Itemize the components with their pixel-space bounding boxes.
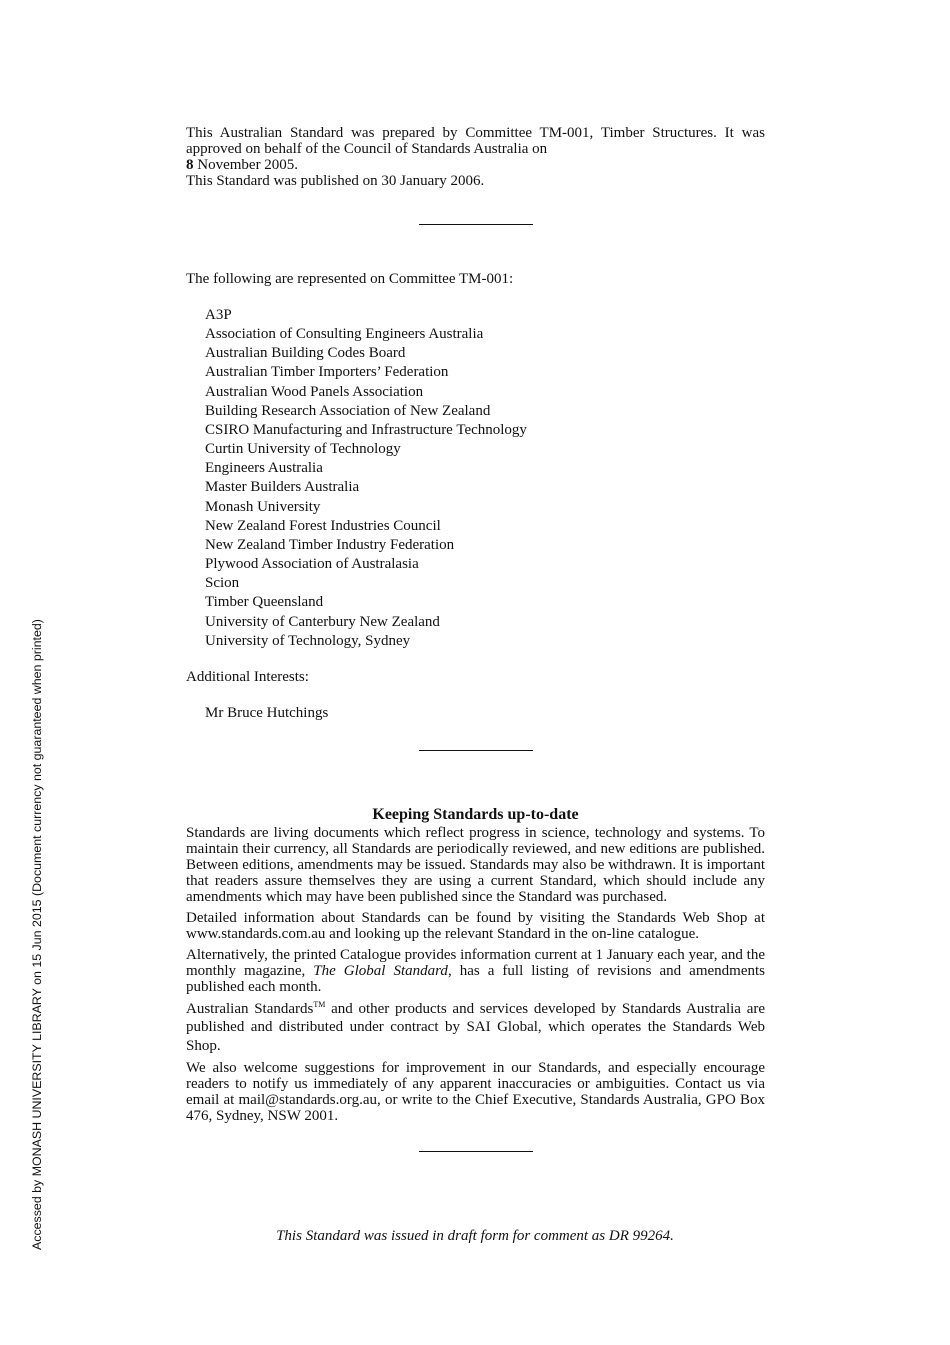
committee-intro: The following are represented on Committee TM-001: xyxy=(186,271,514,287)
list-item: Australian Wood Panels Association xyxy=(205,383,424,400)
additional-interests-list xyxy=(186,704,765,723)
list-item: Timber Queensland xyxy=(205,594,324,611)
additional-interests-label: Additional Interests: xyxy=(186,668,309,685)
list-item: Building Research Association of New Zealand xyxy=(205,402,491,419)
list-item: University of Technology, Sydney xyxy=(205,632,411,649)
committee-organization-list xyxy=(186,306,765,651)
keeping-paragraph-5: We also welcome suggestions for improvement in our Standards, and especially encourage readers to notify us immediately of any apparent inaccuracies or ambiguities. Contact us via email at mail@standards.org.au, or write to the Chief Executive, Standards Australia, GPO Box 476, Sydney, NSW 2001. xyxy=(186,1060,765,1125)
keeping-paragraph-2: Detailed information about Standards can be found by visiting the Standards Web Shop at www.standards.com.au and looking up the relevant Standard in the on-line catalogue. xyxy=(186,909,765,942)
approval-day: 8 xyxy=(186,157,194,173)
keeping-standards-heading: Keeping Standards up-to-date xyxy=(372,805,579,823)
keeping-paragraph-1: Standards are living documents which reflect progress in science, technology and systems. To maintain their currency, all Standards are periodically reviewed, and new editions are published. Between editions, amendments may be issued. Standards may also be withdrawn. It is important that readers assure themselves they are using a current Standard, which should include any amendments which may have been published since the Standard was purchased. xyxy=(186,824,765,905)
list-item: Association of Consulting Engineers Australia xyxy=(205,326,484,343)
approval-month-year: November 2005. xyxy=(193,157,299,173)
trademark-mark: TM xyxy=(313,999,326,1009)
document-page xyxy=(186,125,765,1152)
magazine-title: The Global Standard xyxy=(313,962,448,979)
section-divider xyxy=(419,750,533,751)
list-item: Master Builders Australia xyxy=(205,479,360,496)
list-item: Plywood Association of Australasia xyxy=(205,556,419,573)
preparation-block xyxy=(186,125,765,189)
list-item: Mr Bruce Hutchings xyxy=(205,704,329,721)
list-item: Australian Timber Importers’ Federation xyxy=(205,364,449,381)
section-divider xyxy=(419,224,533,225)
keeping-paragraph-3: Alternatively, the printed Catalogue provides information current at 1 January each year, and the monthly magazine, The Global Standard, has a full listing of revisions and amendments published each month. xyxy=(186,946,765,995)
list-item: New Zealand Forest Industries Council xyxy=(205,517,441,534)
list-item: Australian Building Codes Board xyxy=(205,345,406,362)
section-divider xyxy=(419,1151,533,1152)
list-item: Engineers Australia xyxy=(205,460,323,477)
list-item: A3P xyxy=(205,307,232,323)
list-item: Monash University xyxy=(205,498,321,515)
list-item: Curtin University of Technology xyxy=(205,441,401,458)
draft-note-footer: This Standard was issued in draft form for comment as DR 99264. xyxy=(276,1228,674,1244)
access-watermark: Accessed by MONASH UNIVERSITY LIBRARY on 15 Jun 2015 (Document currency not guaranteed when printed) xyxy=(30,619,44,1250)
keeping-paragraph-4: Australian Standards™ and other products and services developed by Standards Australia are published and distributed under contract by SAI Global, which operates the Standards Web Shop. xyxy=(186,999,766,1054)
publication-statement: This Standard was published on 30 January 2006. xyxy=(186,173,485,189)
list-item: New Zealand Timber Industry Federation xyxy=(205,536,455,553)
preparation-statement xyxy=(186,125,765,173)
list-item: CSIRO Manufacturing and Infrastructure Technology xyxy=(205,421,527,438)
preparation-text: This Australian Standard was prepared by Committee TM-001, Timber Structures. It was approved on behalf of the Council of Standards Australia on xyxy=(186,125,765,157)
list-item: Scion xyxy=(205,575,240,592)
list-item: University of Canterbury New Zealand xyxy=(205,613,440,630)
